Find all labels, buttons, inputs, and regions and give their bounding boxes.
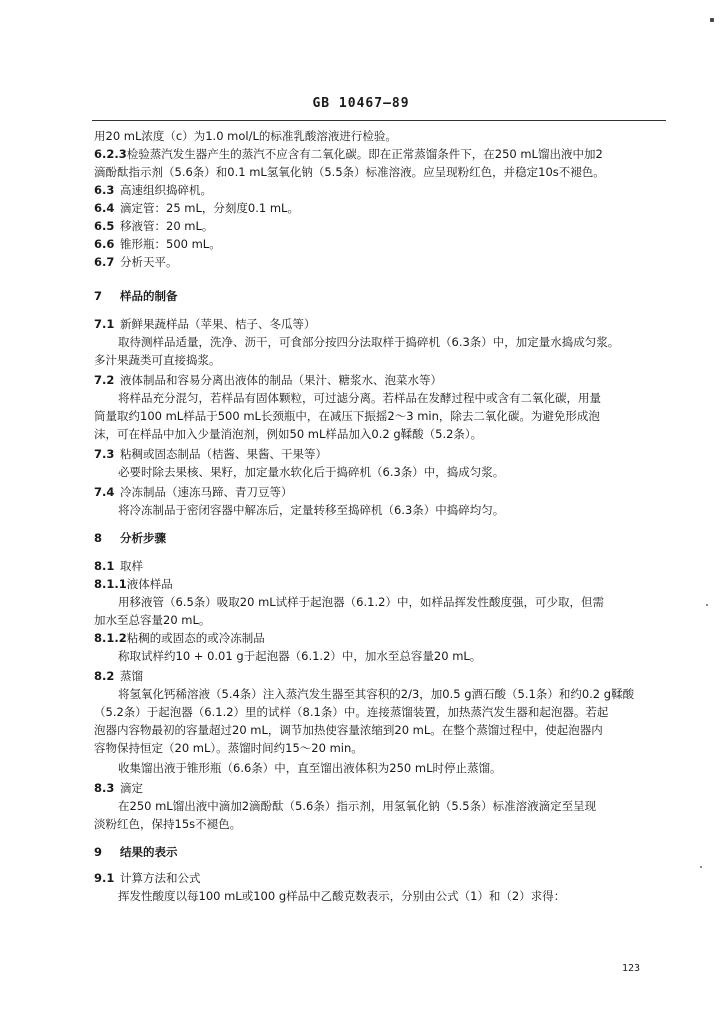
clause-7-4: 7.4 冷冻制品（速冻马蹄、青刀豆等）	[94, 485, 293, 499]
clause-6-3: 6.3 高速组织捣碎机。	[94, 183, 212, 197]
section-7-heading: 7 样品的制备	[94, 289, 178, 303]
paragraph-line: 称取试样约10 + 0.01 g于起泡器（6.1.2）中，加水至总容量20 mL。	[118, 649, 482, 663]
clause-7-2: 7.2 液体制品和容易分离出液体的制品（果汁、糖浆水、泡菜水等）	[94, 373, 442, 387]
paragraph-line: 多汁果蔬类可直接捣浆。	[94, 353, 221, 367]
clause-6-4: 6.4 滴定管：25 mL，分刻度0.1 mL。	[94, 201, 299, 215]
scan-speck	[706, 604, 708, 606]
clause-6-2-3: 6.2.3检验蒸汽发生器产生的蒸汽不应含有二氧化碳。即在正常蒸馏条件下，在250 mL馏出液中加2	[94, 147, 603, 161]
paragraph-line: 收集馏出液于锥形瓶（6.6条）中，直至馏出液体积为250 mL时停止蒸馏。	[118, 761, 502, 775]
scan-speck	[700, 866, 702, 868]
clause-6-7: 6.7 分析天平。	[94, 255, 178, 269]
paragraph-line: 必要时除去果核、果籽，加定量水软化后于捣碎机（6.3条）中，捣成匀浆。	[118, 465, 505, 479]
paragraph-line: 将氢氧化钙稀溶液（5.4条）注入蒸汽发生器至其容积的2/3，加0.5 g酒石酸（5.1条）和约0.2 g鞣酸	[118, 687, 635, 701]
paragraph-line: （5.2条）于起泡器（6.1.2）里的试样（8.1条）中。连接蒸馏装置，加热蒸汽发生器和起泡器。若起	[94, 705, 609, 719]
paragraph-line: 滴酚酞指示剂（5.6条）和0.1 mL氢氧化钠（5.5条）标准溶液。应呈现粉红色，并稳定10s不褪色。	[94, 165, 605, 179]
paragraph-line: 泡器内容物最初的容量超过20 mL，调节加热使容量浓缩到20 mL。在整个蒸馏过程中，使起泡器内	[94, 723, 603, 737]
paragraph-line: 容物保持恒定（20 mL）。蒸馏时间约15～20 min。	[94, 741, 363, 755]
clause-7-1: 7.1 新鲜果蔬样品（苹果、桔子、冬瓜等）	[94, 317, 316, 331]
paragraph-line: 筒量取约100 mL样品于500 mL长颈瓶中，在减压下振摇2～3 min，除去二氧化碳。为避免形成泡	[94, 409, 600, 423]
paragraph-line: 挥发性酸度以每100 mL或100 g样品中乙酸克数表示，分别由公式（1）和（2）求得：	[118, 889, 566, 903]
section-8-heading: 8 分析步骤	[94, 531, 166, 545]
clause-8-2: 8.2 蒸馏	[94, 669, 143, 683]
paragraph-line: 将冷冻制品于密闭容器中解冻后，定量转移至捣碎机（6.3条）中捣碎均匀。	[118, 503, 505, 517]
paragraph-line: 用20 mL浓度（c）为1.0 mol/L的标准乳酸溶液进行检验。	[94, 129, 397, 143]
running-header: GB 10467—89	[312, 96, 410, 111]
paragraph-line: 加水至总容量20 mL。	[94, 613, 211, 627]
section-9-heading: 9 结果的表示	[94, 845, 178, 859]
clause-8-1: 8.1 取样	[94, 559, 143, 573]
page-number: 123	[622, 963, 641, 974]
paragraph-line: 沫，可在样品中加入少量消泡剂，例如50 mL样品加入0.2 g鞣酸（5.2条）。	[94, 427, 483, 441]
clause-6-6: 6.6 锥形瓶：500 mL。	[94, 237, 221, 251]
clause-8-3: 8.3 滴定	[94, 781, 143, 795]
clause-9-1: 9.1 计算方法和公式	[94, 871, 201, 885]
clause-6-5: 6.5 移液管：20 mL。	[94, 219, 214, 233]
paragraph-line: 取待测样品适量，洗净、沥干，可食部分按四分法取样于捣碎机（6.3条）中，加定量水捣成匀浆。	[118, 335, 620, 349]
paragraph-line: 在250 mL馏出液中滴加2滴酚酞（5.6条）指示剂，用氢氧化钠（5.5条）标准溶液滴定至呈现	[118, 799, 597, 813]
paragraph-line: 将样品充分混匀，若样品有固体颗粒，可过滤分离。若样品在发酵过程中或含有二氧化碳，用量	[118, 391, 601, 405]
clause-8-1-1: 8.1.1液体样品	[94, 577, 173, 591]
paragraph-line: 用移液管（6.5条）吸取20 mL试样于起泡器（6.1.2）中，如样品挥发性酸度强，可少取，但需	[118, 595, 604, 609]
paragraph-line: 淡粉红色，保持15s不褪色。	[94, 817, 242, 831]
clause-7-3: 7.3 粘稠或固态制品（桔酱、果酱、干果等）	[94, 447, 327, 461]
header-rule	[92, 120, 666, 121]
scan-mark	[710, 18, 714, 22]
clause-8-1-2: 8.1.2粘稠的或固态的或冷冻制品	[94, 631, 265, 645]
